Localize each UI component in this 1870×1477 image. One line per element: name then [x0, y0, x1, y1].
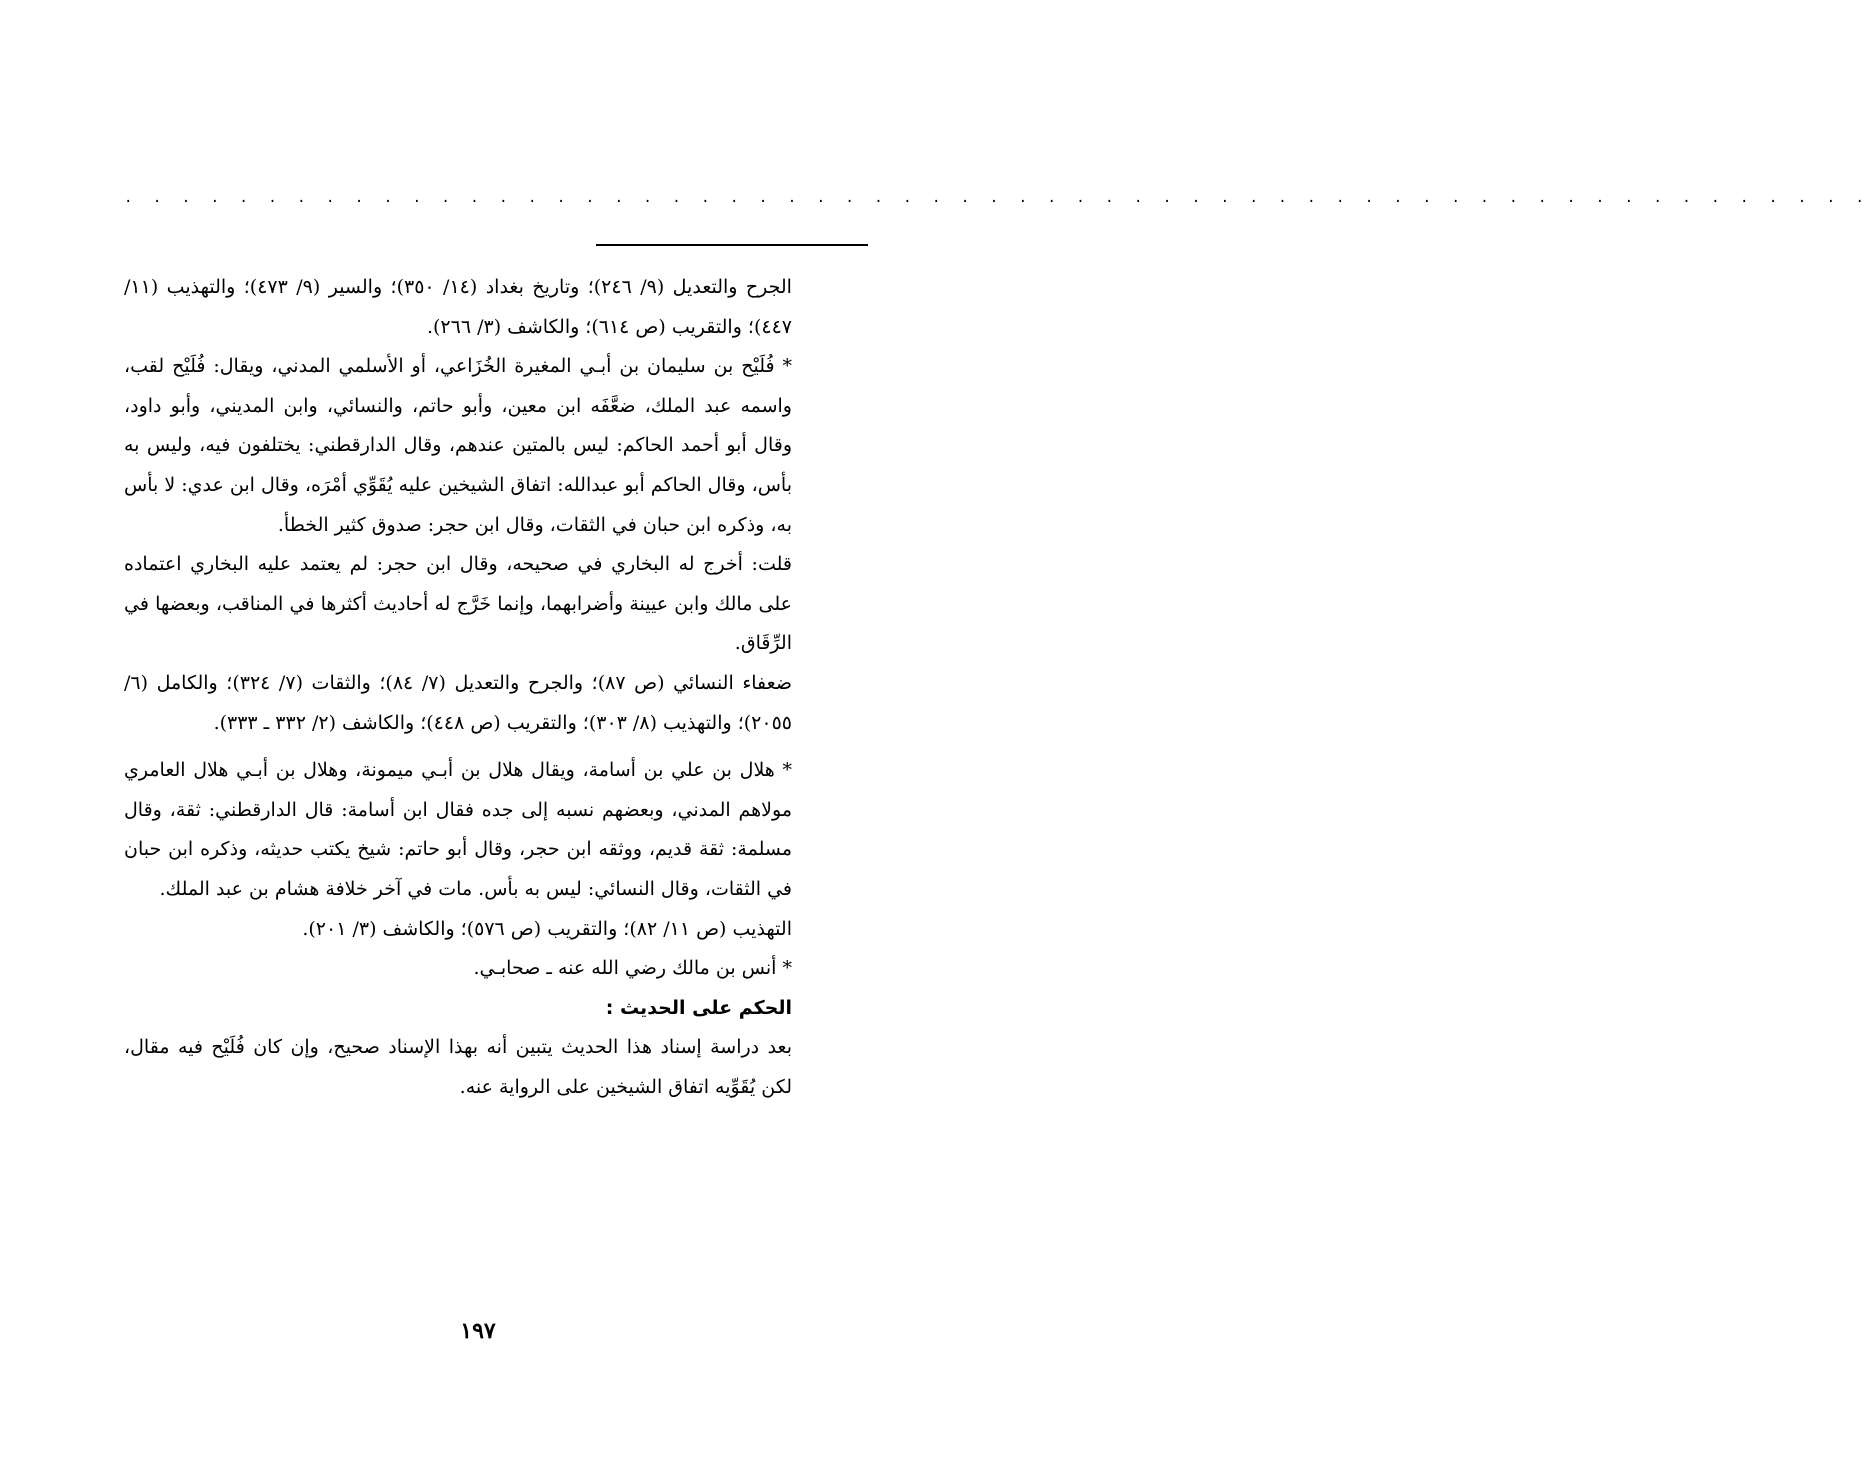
footnote-rule — [596, 244, 868, 246]
paragraph-references-1: الجرح والتعديل (٩/ ٢٤٦)؛ وتاريخ بغداد (١٤/ ٣٥٠)؛ والسير (٩/ ٤٧٣)؛ والتهذيب (١١/ ٤٤٧)؛ والتقريب (ص ٦١٤)؛ والكاشف (٣/ ٢٦٦). — [124, 276, 792, 338]
paragraph-conclusion: بعد دراسة إسناد هذا الحديث يتبين أنه بهذا الإسناد صحيح، وإن كان فُلَيْح فيه مقال، لكن يُقَوِّيه اتفاق الشيخين على الرواية عنه. — [124, 1036, 792, 1098]
page-body — [124, 268, 792, 1107]
paragraph-fulayh-bio: * فُلَيْح بن سليمان بن أبـي المغيرة الخُزَاعي، أو الأسلمي المدني، ويقال: فُلَيْح لقب، واسمه عبد الملك، ضعَّفَه ابن معين، وأبو حاتم، والنسائي، وابن المديني، وأبو داود، وقال أبو أحمد الحاكم: ليس بالمتين عندهم، وقال الدارقطني: يختلفون فيه، وليس به بأس، وقال الحاكم أبو عبدالله: اتفاق الشيخين عليه يُقَوِّي أمْرَه، وقال ابن عدي: لا بأس به، وذكره ابن حبان في الثقات، وقال ابن حجر: صدوق كثير الخطأ. — [124, 355, 792, 536]
paragraph-references-3: التهذيب (ص ١١/ ٨٢)؛ والتقريب (ص ٥٧٦)؛ والكاشف (٣/ ٢٠١). — [302, 917, 792, 940]
page-number: ١٩٧ — [460, 1318, 496, 1344]
dotted-separator: . . . . . . . . . . . . . . . . . . . . . . . . . . . . . . . . . . . . . . . . . . . . . . . . . . . . . . . . . . . . . — [124, 190, 1870, 206]
paragraph-references-2: ضعفاء النسائي (ص ٨٧)؛ والجرح والتعديل (٧/ ٨٤)؛ والثقات (٧/ ٣٢٤)؛ والكامل (٦/ ٢٠٥٥)؛ والتهذيب (٨/ ٣٠٣)؛ والتقريب (ص ٤٤٨)؛ والكاشف (٢/ ٣٣٢ ـ ٣٣٣). — [124, 671, 792, 734]
paragraph-hilal-bio: * هلال بن علي بن أسامة، ويقال هلال بن أبـي ميمونة، وهلال بن أبـي هلال العامري مولاهم المدني، وبعضهم نسبه إلى جده فقال ابن أسامة: قال الدارقطني: ثقة، وقال مسلمة: ثقة قديم، ووثقه ابن حجر، وقال أبو حاتم: شيخ يكتب حديثه، وذكره ابن حبان في الثقات، وقال النسائي: ليس به بأس. مات في آخر خلافة هشام بن عبد الملك. — [124, 759, 792, 900]
paragraph-anas: * أنس بن مالك رضي الله عنه ـ صحابـي. — [473, 957, 792, 980]
paragraph-qultu: قلت: أخرج له البخاري في صحيحه، وقال ابن حجر: لم يعتمد عليه البخاري اعتماده على مالك وابن عيينة وأضرابهما، وإنما خَرَّج له أحاديث أكثرها في المناقب، وبعضها في الرِّقَاق. — [124, 553, 792, 655]
section-heading-hukm: الحكم على الحديث : — [605, 996, 792, 1019]
